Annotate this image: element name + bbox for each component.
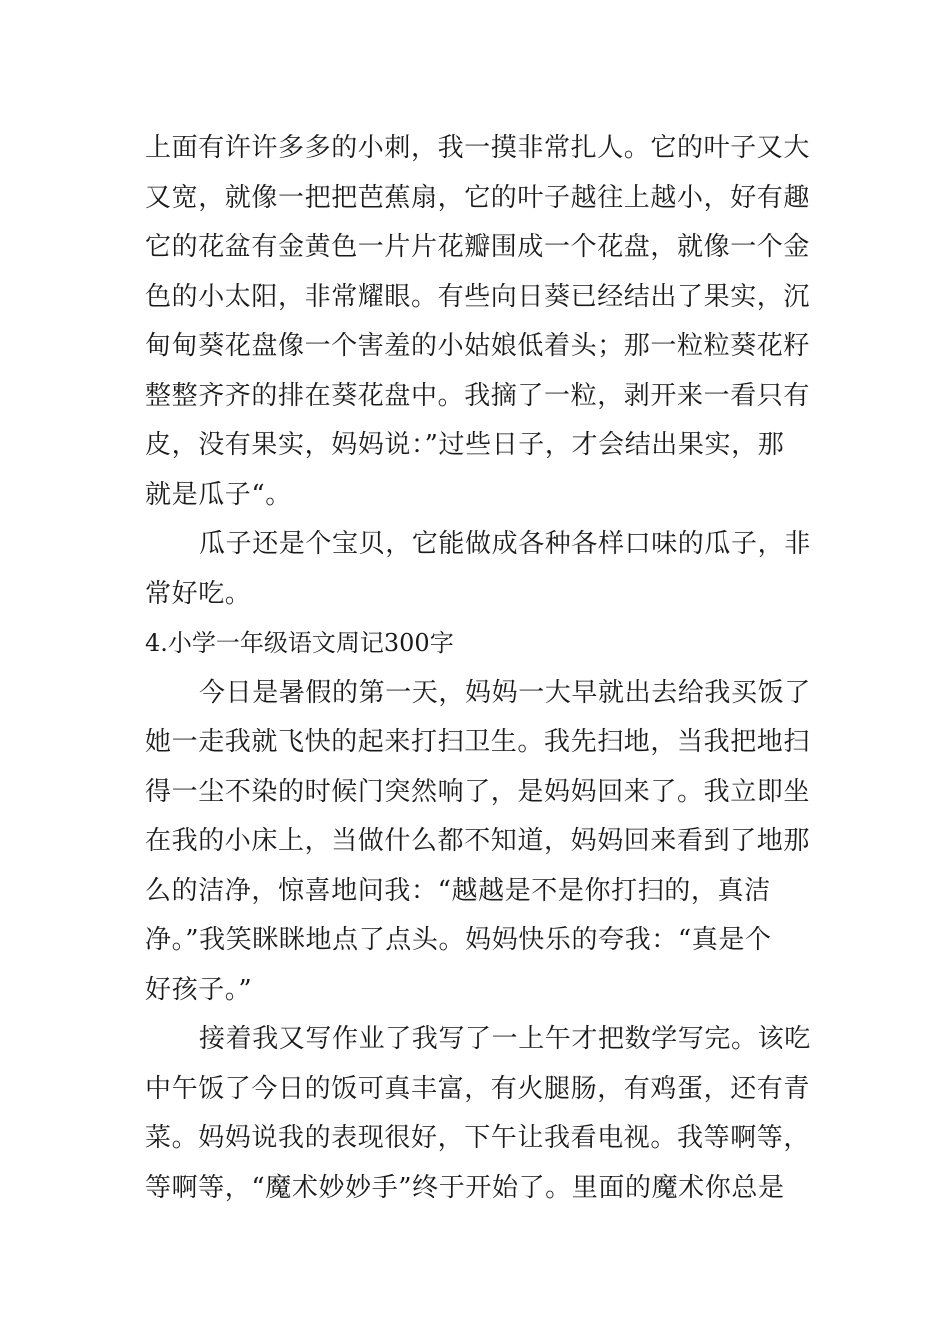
text-line: 今日是暑假的第一天，妈妈一大早就出去给我买饭了 bbox=[199, 677, 811, 708]
document-body bbox=[145, 124, 817, 1213]
text-line: 甸甸葵花盘像一个害羞的小姑娘低着头；那一粒粒葵花籽 bbox=[145, 331, 811, 361]
text-line: 接着我又写作业了我写了一上午才把数学写完。该吃 bbox=[199, 1024, 811, 1054]
text-line: 好孩子。” bbox=[145, 974, 253, 1005]
text-line: 上面有许许多多的小刺，我一摸非常扎人。它的叶子又大 bbox=[145, 133, 811, 163]
text-line: 整整齐齐的排在葵花盘中。我摘了一粒，剥开来一看只有 bbox=[145, 380, 811, 411]
text-line: 菜。妈妈说我的表现很好，下午让我看电视。我等啊等， bbox=[145, 1123, 811, 1153]
text-line: 它的花盆有金黄色一片片花瓣围成一个花盘，就像一个金 bbox=[145, 232, 811, 262]
text-line: 常好吃。 bbox=[145, 578, 252, 609]
text-line: 净。”我笑眯眯地点了点头。妈妈快乐的夸我：“真是个 bbox=[145, 925, 772, 955]
text-line: 就是瓜子“。 bbox=[145, 479, 292, 510]
text-line: 么的洁净，惊喜地问我：“越越是不是你打扫的，真洁 bbox=[145, 875, 771, 906]
text-line: 皮，没有果实，妈妈说：”过些日子，才会结出果实，那 bbox=[145, 430, 785, 460]
section-heading: 4.小学一年级语文周记300字 bbox=[145, 629, 454, 657]
text-line: 色的小太阳，非常耀眼。有些向日葵已经结出了果实，沉 bbox=[145, 281, 811, 312]
text-line: 她一走我就飞快的起来打扫卫生。我先扫地，当我把地扫 bbox=[145, 727, 811, 757]
text-line: 又宽，就像一把把芭蕉扇，它的叶子越往上越小，好有趣 bbox=[145, 182, 811, 213]
text-line: 在我的小床上，当做什么都不知道，妈妈回来看到了地那 bbox=[145, 826, 811, 856]
text-line: 等啊等，“魔术妙妙手”终于开始了。里面的魔术你总是 bbox=[145, 1172, 785, 1203]
text-line: 得一尘不染的时候门突然响了，是妈妈回来了。我立即坐 bbox=[145, 776, 811, 807]
text-line: 中午饭了今日的饭可真丰富，有火腿肠，有鸡蛋，还有青 bbox=[145, 1073, 811, 1104]
text-line: 瓜子还是个宝贝，它能做成各种各样口味的瓜子，非 bbox=[199, 529, 811, 559]
